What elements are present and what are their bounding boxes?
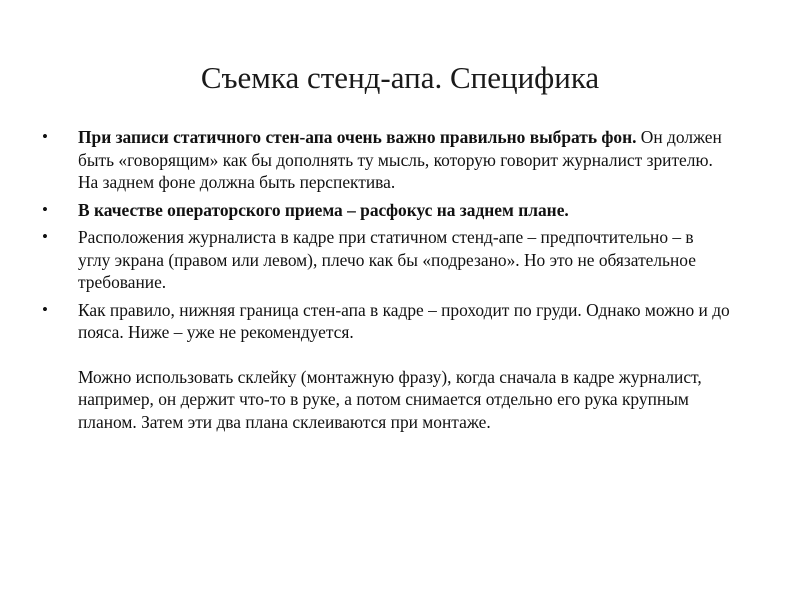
bullet-item-4: [40, 299, 730, 344]
bullet-item-1: [40, 126, 730, 194]
bullet-item-3: [40, 226, 730, 294]
slide-content: [40, 126, 730, 433]
bullet-bold-text: При записи статичного стен-апа очень важно правильно выбрать фон.: [78, 127, 637, 147]
closing-paragraph: Можно использовать склейку (монтажную фразу), когда сначала в кадре журналист, например, он держит что-то в руке, а потом снимается отдельно его рука крупным планом. Затем эти два плана склеиваются при монтаже.: [78, 366, 702, 432]
bullet-item-2: [40, 199, 730, 222]
bullet-text: Как правило, нижняя граница стен-апа в кадре – проходит по груди. Однако можно и до пояса. Ниже – уже не рекомендуется.: [78, 299, 730, 342]
bullet-marker: •: [42, 199, 48, 219]
bullet-marker: •: [42, 299, 48, 319]
bullet-text: Расположения журналиста в кадре при статичном стенд-апе – предпочтительно – в углу экрана (правом или левом), плечо как бы «подрезано». Но это не обязательное требование.: [78, 227, 696, 292]
slide-title: Съемка стенд-апа. Специфика: [200, 60, 600, 95]
bullet-bold-text: В качестве операторского приема – расфокус на заднем плане.: [78, 199, 569, 220]
bullet-marker: •: [42, 127, 48, 146]
bullet-marker: •: [42, 227, 48, 246]
bullet-text: Он должен быть «говорящим» как бы дополнять ту мысль, которую говорит журналист зрителю. На заднем фоне должна быть перспектива.: [78, 127, 722, 192]
